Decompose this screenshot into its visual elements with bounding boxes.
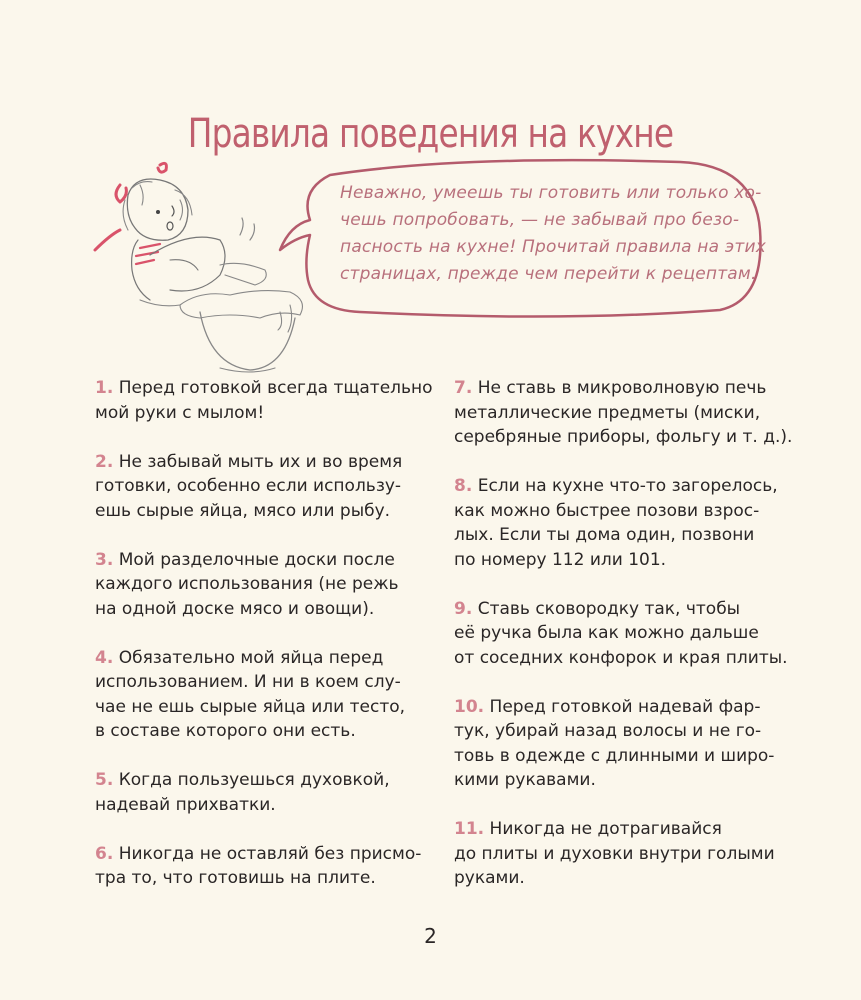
rule-text: руками. — [454, 868, 525, 888]
rule-item — [95, 450, 415, 524]
rule-item — [454, 695, 784, 793]
rule-item — [454, 817, 784, 891]
rule-text: тра то, что готовишь на плите. — [95, 868, 376, 888]
rule-text: от соседних конфорок и края плиты. — [454, 647, 788, 668]
page-title: Правила поведения на кухне — [187, 110, 674, 157]
bubble-line: пасность на кухне! Прочитай правила на этих — [340, 237, 766, 257]
rule-item — [95, 548, 415, 622]
rule-text: Никогда не оставляй без присмо- — [118, 843, 422, 864]
rule-item — [95, 768, 415, 817]
bubble-line: страницах, прежде чем перейти к рецептам. — [340, 264, 757, 284]
rule-item — [454, 376, 793, 450]
rule-number: 9. — [454, 598, 473, 619]
rule-number: 10. — [454, 696, 485, 717]
rule-text: металлические предметы (миски, — [454, 402, 761, 423]
rule-text: лых. Если ты дома один, позвони — [454, 525, 755, 545]
rule-text: до плиты и духовки внутри голыми — [454, 843, 775, 864]
rule-text: Когда пользуешься духовкой, — [118, 770, 390, 790]
rule-text: в составе которого они есть. — [95, 721, 356, 741]
rule-number: 3. — [95, 549, 114, 570]
rule-text: готовки, особенно если использу- — [95, 476, 402, 496]
rule-text: как можно быстрее позови взрос- — [454, 500, 760, 521]
rule-number: 6. — [95, 843, 114, 864]
rule-number: 1. — [95, 378, 114, 398]
rule-text: тук, убирай назад волосы и не го- — [454, 721, 762, 741]
rule-number: 5. — [95, 770, 114, 790]
rule-text: на одной доске мясо и овощи). — [95, 598, 375, 619]
rule-text: серебряные приборы, фольгу и т. д.). — [454, 427, 793, 447]
rule-text: Не ставь в микроволновую печь — [477, 378, 767, 398]
rule-text: использованием. И ни в коем слу- — [95, 672, 401, 692]
rule-text: каждого использования (не режь — [95, 574, 399, 594]
rule-text: товь в одежде с длинными и широ- — [454, 745, 775, 766]
rule-text: мой руки с мылом! — [95, 402, 265, 423]
rule-number: 8. — [454, 476, 473, 496]
rule-text: кими рукавами. — [454, 770, 596, 790]
rule-text: Перед готовкой всегда тщательно — [118, 378, 433, 398]
rule-text: Если на кухне что-то загорелось, — [477, 476, 778, 496]
rule-text: её ручка была как можно дальше — [454, 623, 759, 643]
rule-text: Мой разделочные доски после — [118, 549, 395, 570]
bubble-line: чешь попробовать, — не забывай про безо- — [340, 210, 740, 230]
rule-text: по номеру 112 или 101. — [454, 549, 667, 570]
rule-number: 2. — [95, 451, 114, 472]
bubble-line: Неважно, умеешь ты готовить или только хо- — [340, 183, 762, 203]
rule-item — [454, 474, 784, 572]
rule-text: Не забывай мыть их и во время — [118, 451, 403, 472]
rule-text: Никогда не дотрагивайся — [489, 819, 722, 839]
rule-item — [95, 842, 422, 891]
rule-text: Ставь сковородку так, чтобы — [477, 598, 741, 619]
rule-item — [454, 597, 788, 671]
rule-number: 11. — [454, 819, 485, 839]
rule-item — [95, 376, 433, 425]
rule-number: 7. — [454, 378, 473, 398]
rules-right-column — [454, 376, 793, 915]
page-number: 2 — [424, 924, 437, 948]
rule-text: чае не ешь сырые яйца или тесто, — [95, 696, 406, 717]
rules-left-column — [95, 376, 433, 915]
rule-text: Перед готовкой надевай фар- — [489, 696, 761, 717]
rule-number: 4. — [95, 647, 114, 668]
rule-text: Обязательно мой яйца перед — [118, 647, 384, 668]
speech-bubble-text — [340, 180, 766, 288]
rule-text: ешь сырые яйца, мясо или рыбу. — [95, 500, 391, 521]
rule-text: надевай прихватки. — [95, 794, 276, 815]
rule-item — [95, 646, 415, 744]
